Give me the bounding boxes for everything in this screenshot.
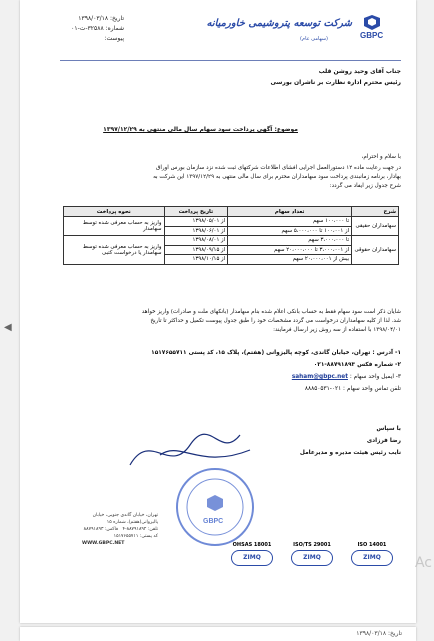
table-row bbox=[64, 217, 399, 227]
addressee-line2: رئیس محترم اداره نظارت بر ناشران بورسی bbox=[270, 79, 401, 86]
zimq-logo-icon: ZIMQ bbox=[231, 550, 273, 566]
table-cell: از ۱۳۹۸/۰۸/۰۱ bbox=[164, 236, 228, 246]
contact-fax: ۲- شماره فکس ۸۸۷۹۱۸۹۳-۰۲۱ bbox=[313, 362, 401, 368]
table-cell: تا ۱۰۰،۰۰۰ سهم bbox=[228, 217, 352, 227]
subject: موضوع: آگهی پرداخت سود سهام سال مالی منتهی به ۱۳۹۷/۱۲/۲۹ bbox=[103, 126, 298, 133]
table-cell: تا ۳،۰۰۰،۰۰۰ سهم bbox=[228, 236, 352, 246]
date-row: تاریخ: ۱۳۹۸/۰۳/۱۸ bbox=[78, 15, 124, 22]
intro-paragraph: در جهت رعایت ماده ۱۲ دستورالعمل اجرایی افشای اطلاعات شرکتهای ثبت شده نزد سازمان بورس اوراق بهادار، برنامه زمانبندی پرداخت سود سهامداران محترم برای سال مالی منتهی به ۱۳۹۷/۱۲/۲۹ این شرکت به شرح جدول زیر ایفاد می گردد: bbox=[153, 165, 401, 189]
email-link[interactable]: saham@gbpc.net bbox=[291, 374, 348, 380]
cert-badge: ISO 14001 ZIMQ bbox=[348, 542, 396, 576]
cert-badge: ISO/TS 29001 ZIMQ bbox=[288, 542, 336, 576]
table-cell: از ۱۳۹۸/۱۰/۱۵ bbox=[164, 255, 228, 265]
table-cell: از ۱۳۹۸/۰۵/۰۱ bbox=[164, 217, 228, 227]
signer-title: نایب رئیس هیئت مدیره و مدیرعامل bbox=[299, 450, 401, 456]
activation-watermark: Ac bbox=[414, 555, 432, 571]
zimq-logo-icon: ZIMQ bbox=[351, 550, 393, 566]
next-page-date: تاریخ: ۱۳۹۸/۰۳/۱۸ bbox=[356, 630, 402, 637]
table-cell: از ۱۳۹۸/۰۹/۱۵ bbox=[164, 245, 228, 255]
table-header: نحوه پرداخت bbox=[64, 207, 165, 217]
footer-website: WWW.GBPC.NET bbox=[82, 541, 125, 546]
table-cell: از ۱۰۰،۰۰۱ تا ۵،۰۰۰،۰۰۰ سهم bbox=[228, 226, 352, 236]
number-row: شماره: ۳۲۵۸۸-ت-۰۱ bbox=[71, 25, 124, 32]
brand-text: GBPC bbox=[360, 31, 384, 40]
notes-paragraph: شایان ذکر است سود سهام فقط به حساب بانکی اعلام شده بنام سهامدار (بانکهای ملت و صادرات) واریز خواهد شد. لذا از کلیه سهامداران درخواست می گردد مشخصات خود را طبق جدول پیوست تکمیل و حداکثر تا تاریخ ۱۳۹۸/۰۴/۰۱ با استفاده از سه روش زیر ارسال فرمایند: bbox=[141, 309, 401, 333]
contact-email-row: ۳- ایمیل واحد سهام : saham@gbpc.net bbox=[291, 374, 401, 380]
gbpc-logo-icon bbox=[358, 14, 402, 40]
letter-page bbox=[20, 0, 416, 623]
addressee-line1: جناب آقای وحید روشن قلب bbox=[318, 68, 401, 75]
table-header: تعداد سهام bbox=[228, 207, 352, 217]
cert-badge: OHSAS 18001 ZIMQ bbox=[228, 542, 276, 576]
svg-text:GBPC: GBPC bbox=[203, 518, 224, 525]
table-cell: از ۳،۰۰۰،۰۰۱ تا ۲۰،۰۰۰،۰۰۰ سهم bbox=[228, 245, 352, 255]
company-subtitle: (سهامی عام) bbox=[300, 36, 328, 42]
zimq-logo-icon: ZIMQ bbox=[291, 550, 333, 566]
signer-name: رضا فرزادی bbox=[366, 438, 401, 444]
table-cell: از ۱۳۹۸/۰۶/۰۱ bbox=[164, 226, 228, 236]
company-name: شرکت توسعه پتروشیمی خاورمیانه bbox=[206, 18, 352, 29]
date-value: ۱۳۹۸/۰۳/۱۸ bbox=[78, 15, 109, 22]
table-cell: بیش از ۲۰،۰۰۰،۰۰۱ سهم bbox=[228, 255, 352, 265]
table-header: تاریخ پرداخت bbox=[164, 207, 228, 217]
letter-meta bbox=[60, 14, 124, 44]
table-header: شرح bbox=[352, 207, 399, 217]
table-header-row bbox=[64, 207, 399, 217]
next-page bbox=[20, 627, 416, 641]
attachment-row: پیوست: bbox=[104, 35, 124, 42]
dividend-schedule-table bbox=[63, 206, 399, 265]
table-row bbox=[64, 236, 399, 246]
company-stamp-icon bbox=[173, 465, 257, 549]
contact-address: ۱- آدرس : تهران، خیابان گاندی، کوچه پالیزوانی (هفتم)، پلاک ۱۵، کد پستی ۱۵۱۷۶۵۵۷۱۱ bbox=[151, 350, 401, 356]
payment-method: واریز به حساب معرفی شده توسط سهامدار یا درخواست کتبی bbox=[64, 236, 165, 265]
closing: با سپاس bbox=[376, 426, 401, 432]
footer-address: تهران، خیابان گاندی جنوبی، خیابان پالیزوانی(هفتم)، شماره ۱۵ تلفن: ۸۸۷۹۱۸۹۲-۴ فاکس: ۸۸۷۹۱۸۹۳ کد پستی: ۱۵۱۷۶۵۵۷۱۱ WWW.GBPC.NET bbox=[82, 513, 158, 546]
payment-method: واریز به حساب معرفی شده توسط سهامدار bbox=[64, 217, 165, 236]
greeting: با سلام و احترام، bbox=[361, 154, 401, 160]
contact-phone: تلفن تماس واحد سهام : ۰۲۱-۸۸۸۵۰۵۳۱ bbox=[304, 386, 401, 392]
group-label: سهامداران حقوقی bbox=[352, 236, 399, 265]
group-label: سهامداران حقیقی bbox=[352, 217, 399, 236]
number-value: ۳۲۵۸۸-ت-۰۱ bbox=[71, 25, 104, 32]
scroll-left-arrow-icon[interactable]: ◀ bbox=[4, 322, 12, 333]
header-divider bbox=[60, 60, 401, 61]
